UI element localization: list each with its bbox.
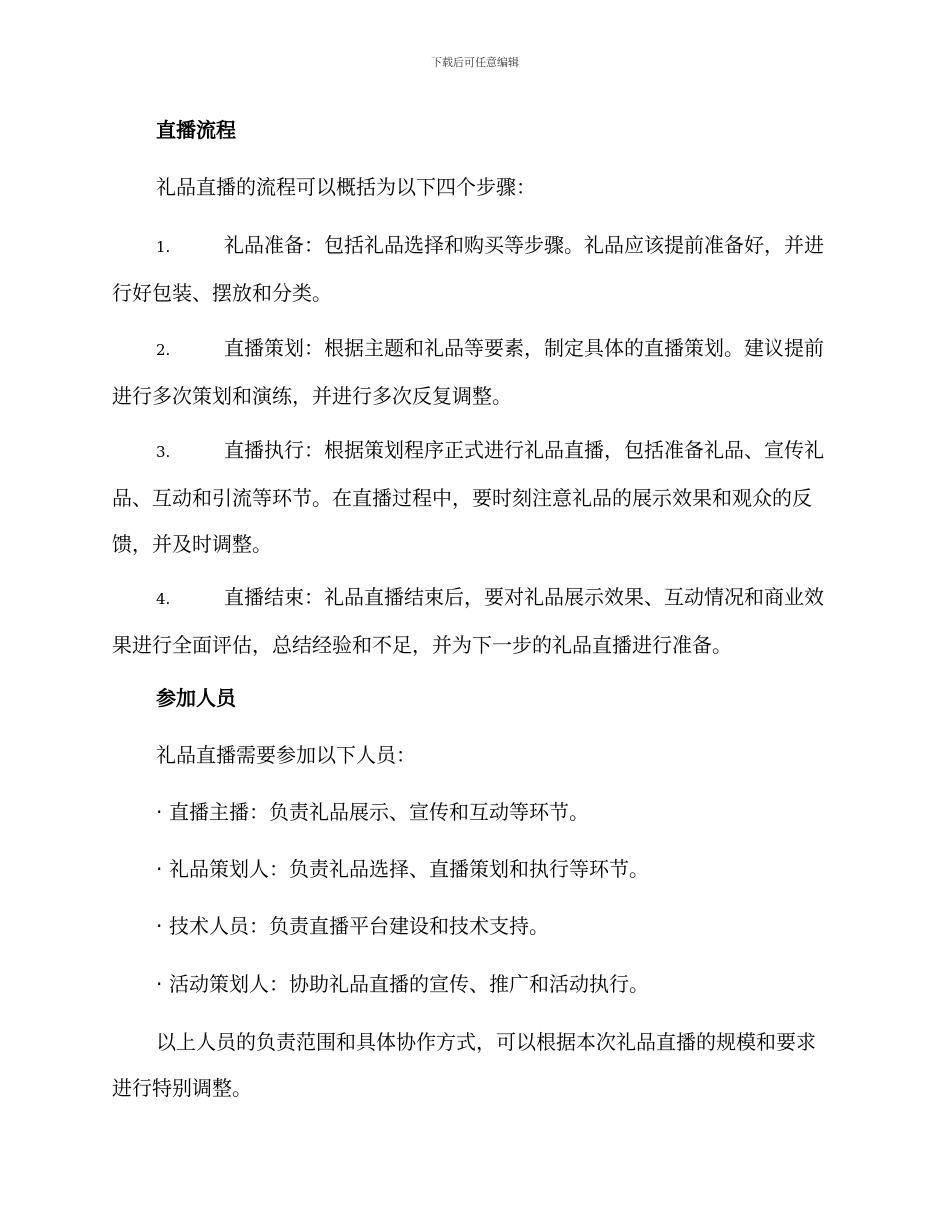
- participant-text: 技术人员：负责直播平台建设和技术支持。: [169, 914, 549, 938]
- participants-intro: 礼品直播需要参加以下人员：: [156, 743, 416, 767]
- process-intro: 礼品直播的流程可以概括为以下四个步骤：: [156, 175, 536, 199]
- bullet-icon: ·: [156, 972, 163, 996]
- step-text: 直播执行：根据策划程序正式进行礼品直播，包括准备礼品、宣传礼品、互动和引流等环节。在直播过程中，要时刻注意礼品的展示效果和观众的反馈，并及时调整。: [112, 438, 824, 556]
- step-number: 2.: [156, 341, 171, 359]
- step-text: 礼品准备：包括礼品选择和购买等步骤。礼品应该提前准备好，并进行好包装、摆放和分类。: [112, 233, 824, 305]
- bullet-icon: ·: [156, 800, 163, 824]
- participant-item: [156, 854, 649, 884]
- participant-item: [156, 911, 549, 941]
- participant-text: 活动策划人：协助礼品直播的宣传、推广和活动执行。: [169, 972, 649, 996]
- participant-item: [156, 969, 649, 999]
- participant-text: 礼品策划人：负责礼品选择、直播策划和执行等环节。: [169, 857, 649, 881]
- process-step-2: [112, 325, 834, 419]
- step-text: 直播结束：礼品直播结束后，要对礼品展示效果、互动情况和商业效果进行全面评估，总结经验和不足，并为下一步的礼品直播进行准备。: [112, 585, 824, 657]
- page-header-note: 下载后可任意编辑: [431, 56, 519, 69]
- process-step-1: [112, 222, 834, 316]
- step-number: 4.: [156, 590, 171, 608]
- process-step-4: [112, 574, 834, 668]
- bullet-icon: ·: [156, 914, 163, 938]
- participant-item: [156, 797, 589, 827]
- section-heading-process: 直播流程: [156, 118, 236, 142]
- participants-conclusion: 以上人员的负责范围和具体协作方式，可以根据本次礼品直播的规模和要求进行特别调整。: [112, 1030, 816, 1100]
- step-text: 直播策划：根据主题和礼品等要素，制定具体的直播策划。建议提前进行多次策划和演练，并进行多次反复调整。: [112, 336, 824, 408]
- section-heading-participants: 参加人员: [156, 686, 236, 710]
- participant-text: 直播主播：负责礼品展示、宣传和互动等环节。: [169, 800, 589, 824]
- bullet-icon: ·: [156, 857, 163, 881]
- step-number: 3.: [156, 443, 171, 461]
- step-number: 1.: [156, 238, 171, 256]
- process-step-3: [112, 427, 834, 567]
